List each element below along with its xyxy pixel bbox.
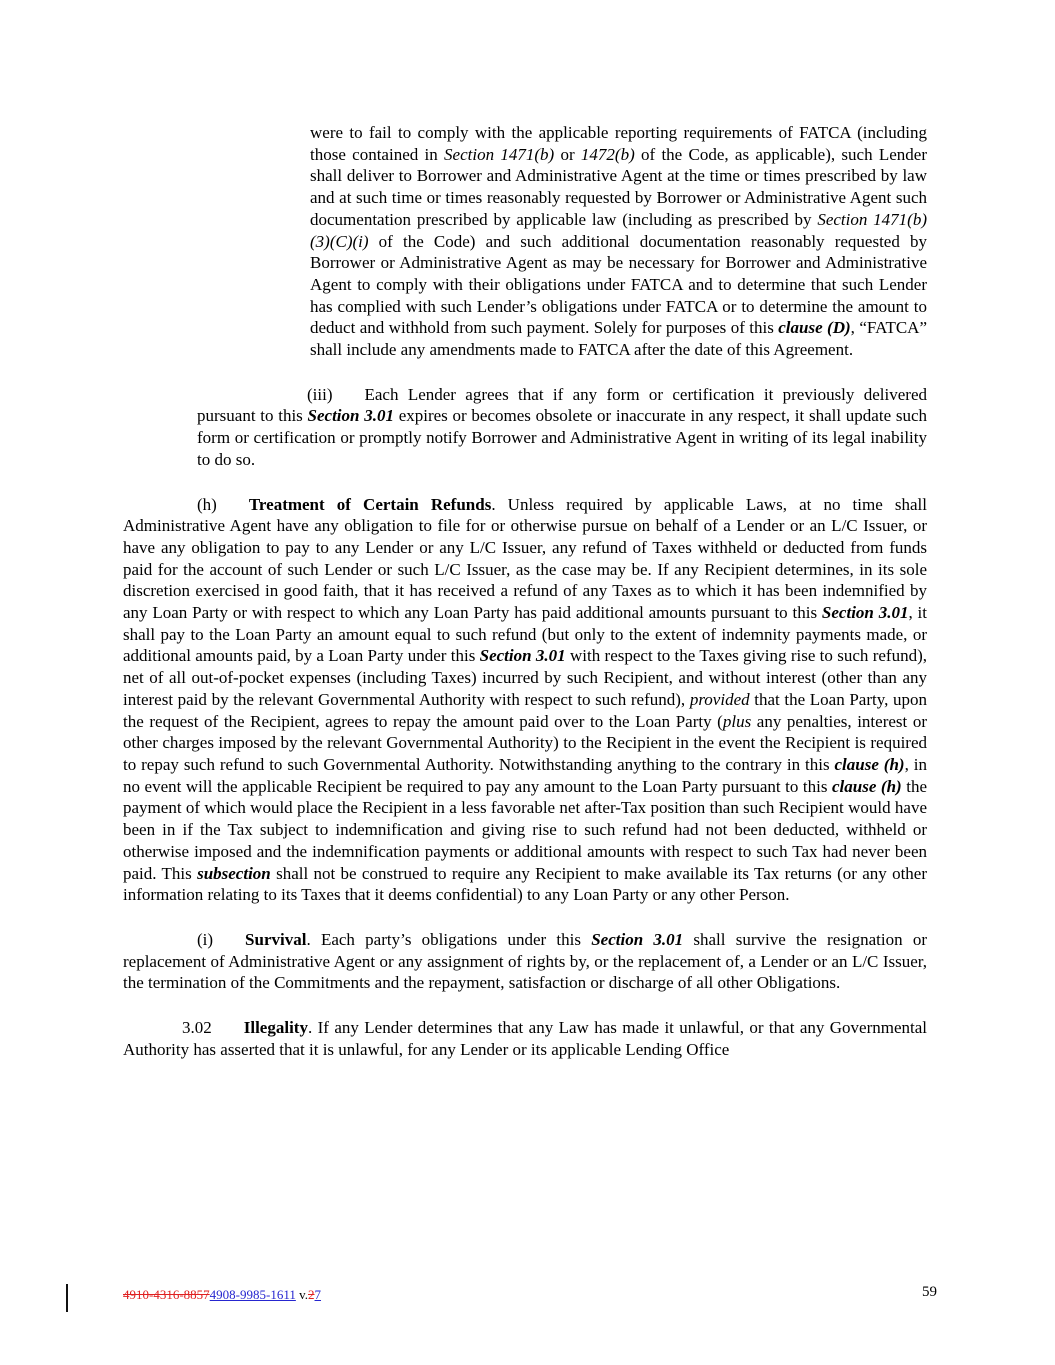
text-run-normal: were to fail to comply with the applicable reporting requirements of FATCA (including those contained in: [310, 123, 927, 164]
paragraph-fatca-flowthrough: [310, 122, 927, 361]
text-run-italic: plus: [722, 711, 752, 731]
text-run-normal: (i): [197, 929, 214, 949]
text-run-bold-italic: subsection: [197, 863, 271, 883]
text-run-normal: , in no event will the applicable Recipient be required to pay any amount to the Loan Party pursuant to this: [123, 754, 927, 796]
paragraph-section-3-02-illegality: [123, 1017, 927, 1060]
revision-change-bar: [66, 1284, 68, 1312]
text-run-normal: , “FATCA” shall include any amendments made to FATCA after the date of this Agreement.: [310, 318, 928, 360]
text-run-del: 2: [308, 1287, 315, 1302]
text-run-normal: . If any Lender determines that any Law has made it unlawful, or that any Governmental Authority has asserted that it is unlawful, for any Lender or its applicable Lending Office: [123, 1018, 927, 1059]
document-body-text: [123, 122, 927, 1083]
paragraph-clause-iii: [197, 384, 927, 471]
text-run-normal: (h): [197, 494, 217, 514]
text-run-normal: 3.02: [182, 1018, 212, 1038]
paragraph-clause-i-survival: [123, 929, 927, 994]
text-run-italic: provided: [689, 689, 750, 709]
text-run-normal: shall not be construed to require any Recipient to make available its Tax returns (or any other information relating to its Taxes that it deems confidential) to any Loan Party or any other Person.: [123, 863, 928, 905]
text-run-normal: of the Code, as applicable), such Lender shall deliver to Borrower and Administrative Agent at the time or times prescribed by law and at such time or times reasonably requested by Borrower or Administrative Agent such documentation prescribed by applicable law (including as prescribed by: [310, 144, 927, 229]
text-run-normal: shall survive the resignation or replacement of Administrative Agent or any assignment of rights by, or the replacement of, a Lender or an L/C Issuer, the termination of the Commitments and the repayment, satisfaction or discharge of all other Obligations.: [123, 929, 927, 993]
text-run-del: 4910-4316-8857: [123, 1287, 210, 1302]
text-run-normal: that the Loan Party, upon the request of the Recipient, agrees to repay the amount paid over to the Loan Party (: [123, 689, 927, 731]
text-run-normal: or: [554, 144, 581, 164]
text-run-normal: Each Lender agrees that if any form or certification it previously delivered pursuant to this: [197, 384, 927, 426]
text-run-bold-italic: clause (D): [778, 318, 851, 338]
text-run-normal: v.: [295, 1287, 309, 1302]
text-run-normal: . Each party’s obligations under this: [306, 929, 592, 949]
text-run-bold-italic: Section 3.01: [821, 603, 909, 623]
text-run-normal: , it shall pay to the Loan Party an amount equal to such refund (but only to the extent of indemnity payments made, or additional amounts paid, by a Loan Party under this: [123, 603, 928, 666]
text-run-normal: the payment of which would place the Recipient in a less favorable net after-Tax position than such Recipient would have been in if the Tax subject to indemnification and giving rise to such refund had not been deducted, withheld or otherwise imposed and the indemnification payments or additional amounts with respect to such Tax had never been paid. This: [123, 776, 927, 883]
text-run-italic: Section 1471(b)(3)(C)(i): [310, 209, 927, 251]
text-run-normal: . Unless required by applicable Laws, at no time shall Administrative Agent have any obligation to file for or otherwise pursue on behalf of a Lender or an L/C Issuer, or have any obligation to pay to any Lender or any L/C Issuer, any refund of Taxes withheld or deducted from funds paid for the account of such Lender or such L/C Issuer, as the case may be. If any Recipient determines, in its sole discretion exercised in good faith, that it has received a refund of any Taxes as to which it has been indemnified by any Loan Party or with respect to which any Loan Party has paid additional amounts pursuant to this: [123, 494, 927, 623]
text-run-normal: with respect to the Taxes giving rise to such refund), net of all out-of-pocket expenses (including Taxes) incurred by such Recipient, and without interest (other than any interest paid by the relevant Governmental Authority with respect to such refund),: [123, 646, 927, 709]
text-run-normal: expires or becomes obsolete or inaccurate in any respect, it shall update such form or certification or promptly notify Borrower and Administrative Agent in writing of its legal inability to do so.: [197, 406, 928, 469]
text-run-bold-italic: Section 3.01: [479, 646, 566, 666]
text-run-bold: Survival: [245, 929, 307, 949]
text-run-normal: of the Code) and such additional documentation reasonably requested by Borrower or Administrative Agent as may be necessary for Borrower and Administrative Agent to comply with their obligations under FATCA and to determine that such Lender has complied with such Lender’s obligations under FATCA or to determine the amount to deduct and withhold from such payment. Solely for purposes of this: [310, 231, 927, 338]
text-run-bold-italic: clause (h): [832, 776, 902, 796]
text-run-ins: 7: [314, 1287, 322, 1302]
text-run-normal: (iii): [307, 384, 333, 404]
text-run-ins: 4908-9985-1611: [209, 1287, 296, 1302]
page-number: 59: [922, 1284, 937, 1300]
text-run-italic: 1472(b): [580, 144, 635, 164]
document-id-redline: [123, 1287, 321, 1303]
text-run-bold-italic: Section 3.01: [591, 929, 684, 949]
text-run-bold: Illegality: [243, 1018, 308, 1038]
text-run-italic: Section 1471(b): [444, 144, 555, 164]
text-run-bold: Treatment of Certain Refunds: [248, 494, 492, 514]
text-run-bold-italic: Section 3.01: [307, 406, 394, 426]
text-run-bold-italic: clause (h): [834, 754, 905, 774]
paragraph-clause-h-treatment-of-certain-refunds: [123, 494, 927, 906]
text-run-normal: any penalties, interest or other charges imposed by the relevant Governmental Authority) to the Recipient in the event the Recipient is required to repay such refund to such Governmental Authority. Notwithstanding anything to the contrary in this: [123, 711, 927, 774]
